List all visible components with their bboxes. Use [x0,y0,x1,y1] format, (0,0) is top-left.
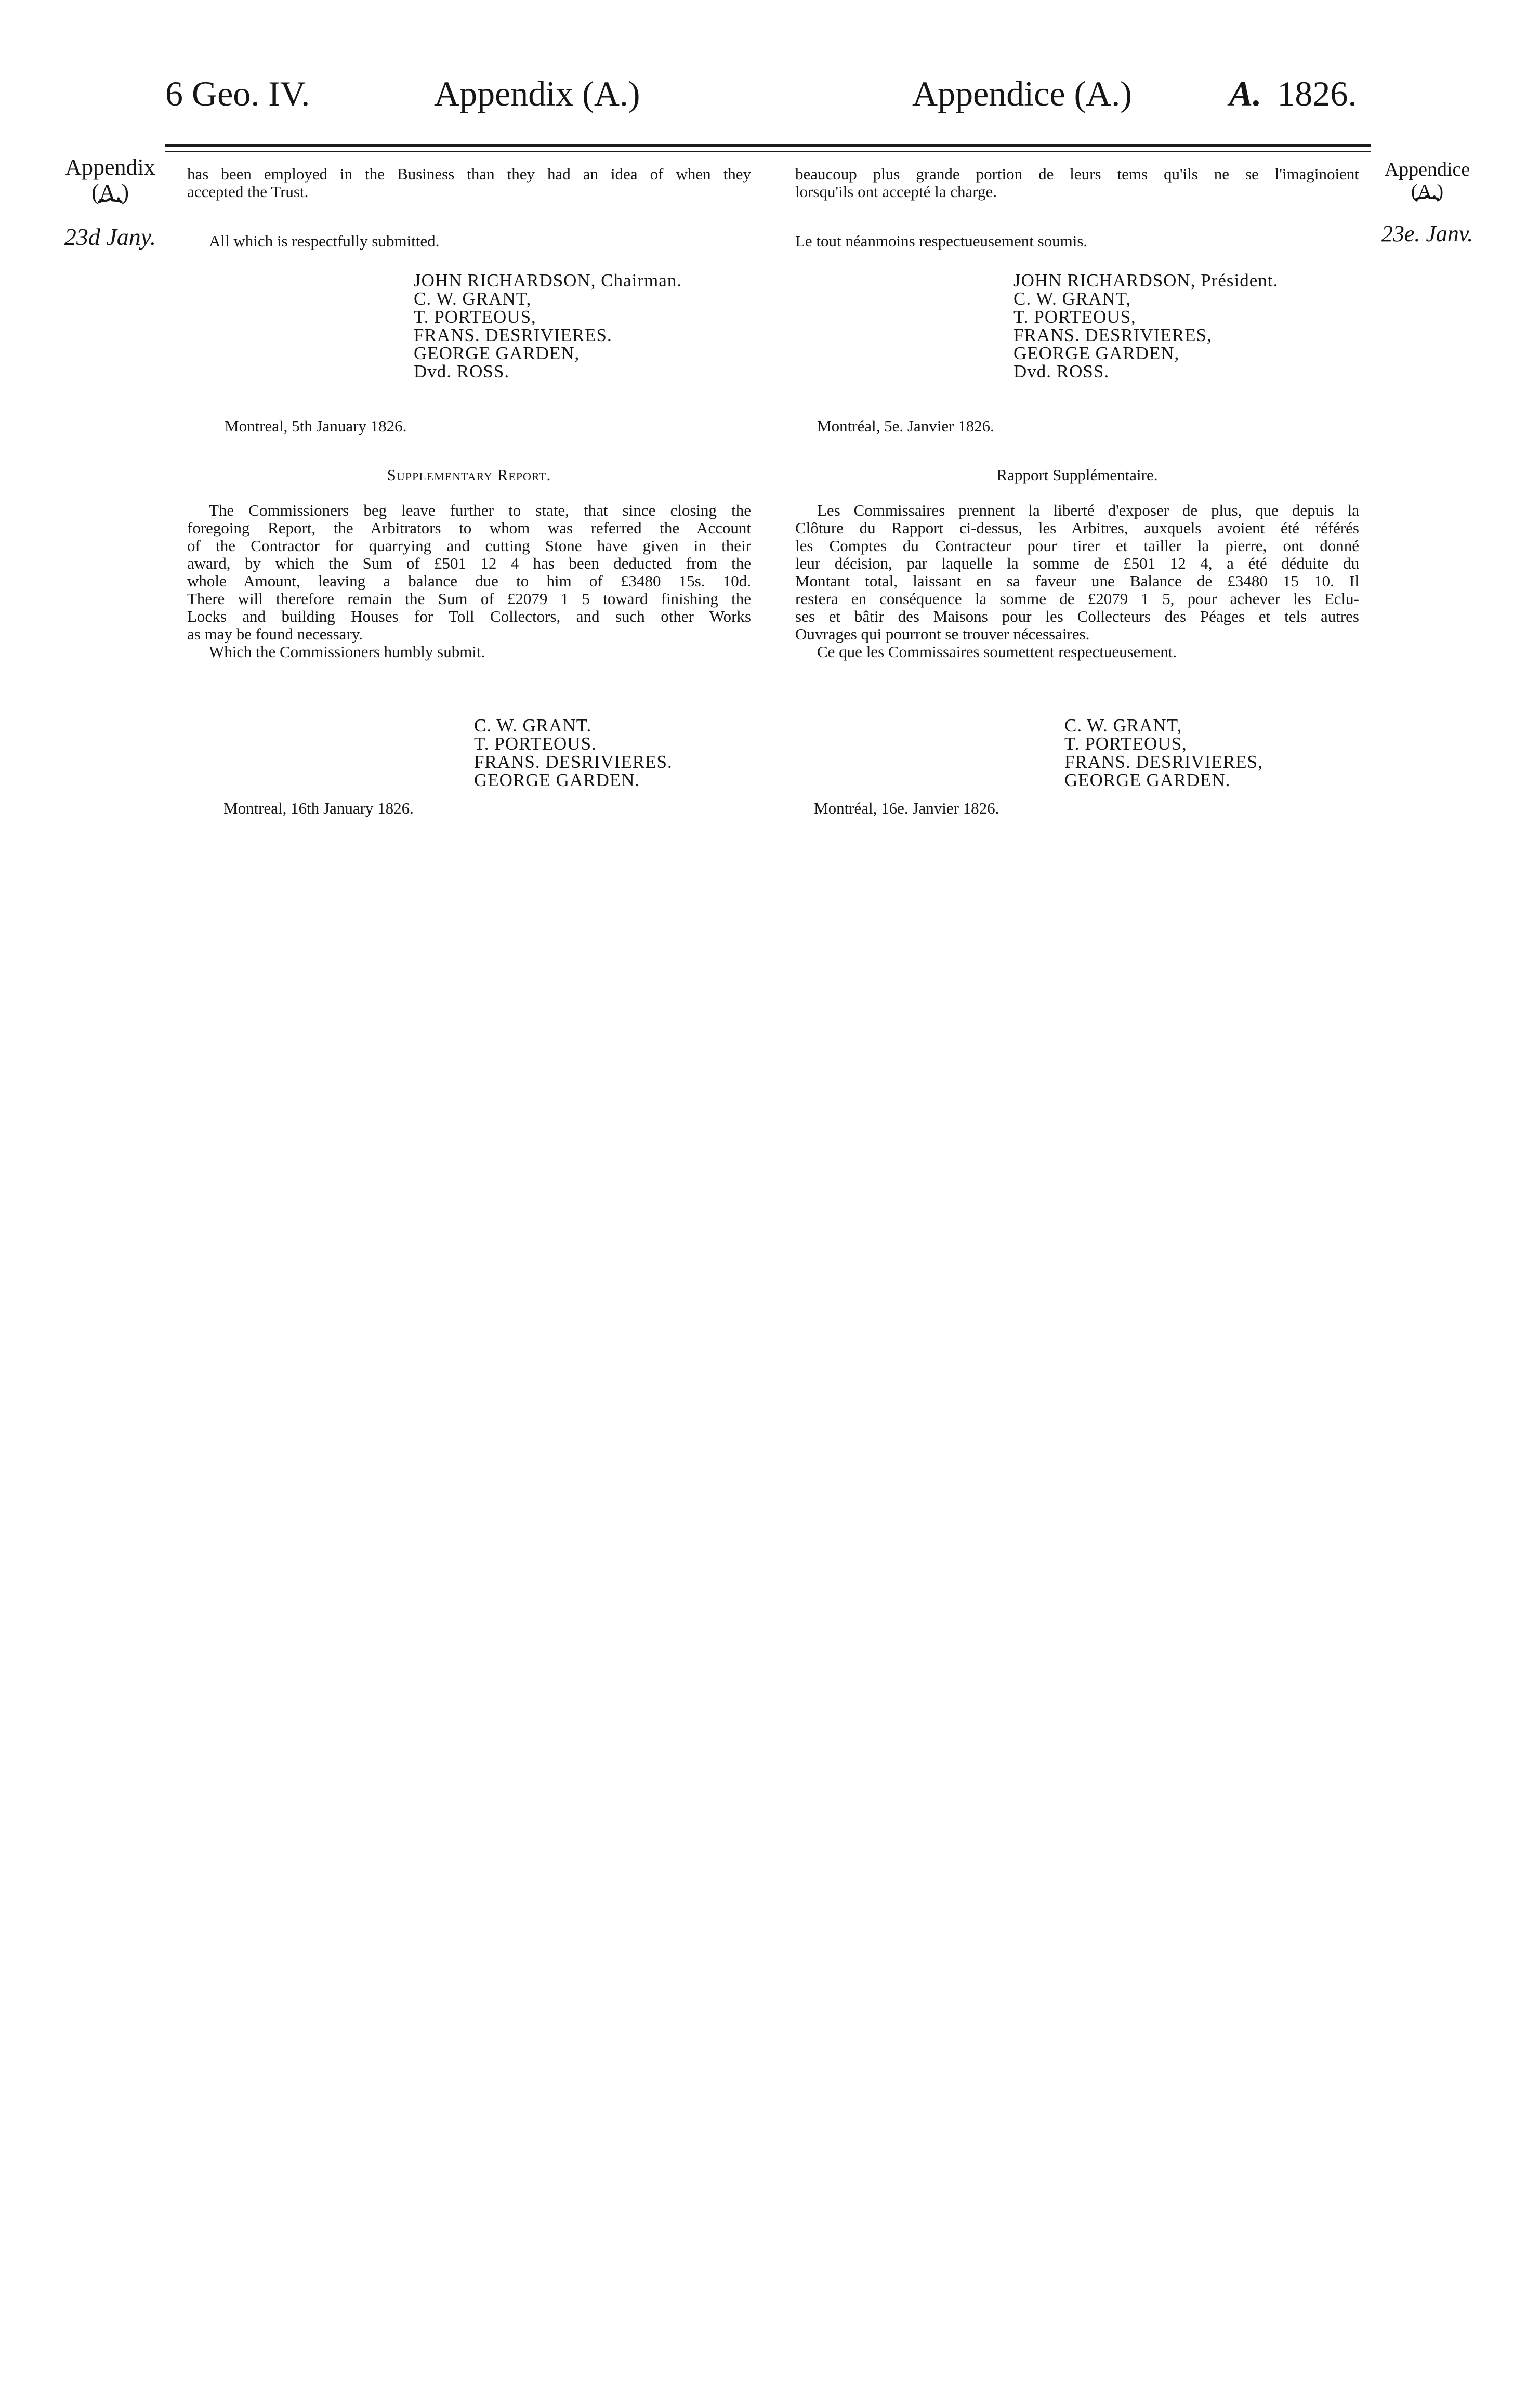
signatory: GEORGE GARDEN, [414,343,580,363]
en-signatories-2 [474,716,786,789]
text-line: There will therefore remain the Sum of £2079 1 5 toward finishing the [187,590,751,608]
text-line: The Commissioners beg leave further to state, that since closing the [209,501,751,519]
signatory: FRANS. DESRIVIERES, [1013,325,1212,345]
signatory: C. W. GRANT. [474,715,592,736]
header-letter: A. [1229,74,1262,113]
signatory: Dvd. ROSS. [414,361,510,382]
brace-icon: ⏞ [97,198,123,226]
text-line: award, by which the Sum of £501 12 4 has been deducted from the [187,554,751,572]
margin-sub: (A.) [1411,180,1444,202]
fr-place-date-1 [817,417,1181,435]
header-year-number: 1826. [1277,74,1357,113]
margin-label: Appendix [65,154,155,180]
margin-sub: (A.) [91,179,129,205]
fr-continuation [795,165,1359,201]
brace-icon: ⏞ [1414,195,1440,224]
text-line: Montant total, laissant en sa faveur une Balance de £3480 15 10. Il [795,572,1359,590]
en-supplementary-report [187,502,751,661]
fr-place-date-2 [814,800,1178,817]
text-line: Which the Commissioners humbly submit. [209,643,485,661]
text-line: All which is respectfully submitted. [209,232,440,250]
en-signatories-1 [414,271,726,381]
text-line: has been employed in the Business than they had an idea of when they [187,165,751,183]
text-line: Clôture du Rapport ci-dessus, les Arbitres, auxquels avoient été référés [795,519,1359,537]
signatory: FRANS. DESRIVIERES. [414,325,612,345]
text-line: accepted the Trust. [187,182,309,201]
text-line: Montréal, 5e. Janvier 1826. [817,417,994,435]
header-rule-thin [165,151,1371,152]
signatory: GEORGE GARDEN. [1064,770,1231,790]
text-line: ses et bâtir des Maisons pour les Collecteurs des Péages et tels autres [795,607,1359,625]
signatory: C. W. GRANT, [1064,715,1182,736]
en-place-date-2 [223,800,587,817]
margin-date: 23d Jany. [64,223,156,250]
text-line: of the Contractor for quarrying and cutting Stone have given in their [187,536,751,555]
signatory: T. PORTEOUS, [414,307,536,327]
margin-note-left [48,155,173,250]
text-line: leur décision, par laquelle la somme de £501 12 4, a été déduite du [795,554,1359,572]
fr-supplementary-heading: Rapport Supplémentaire. [996,466,1158,484]
en-supplementary-heading: Supplementary Report. [387,466,551,484]
signatory: T. PORTEOUS, [1064,734,1187,754]
text-line: Montreal, 5th January 1826. [225,417,407,435]
signatory: FRANS. DESRIVIERES. [474,752,673,772]
text-line: Les Commissaires prennent la liberté d'exposer de plus, que depuis la [817,501,1359,519]
text-line: beaucoup plus grande portion de leurs tems qu'ils ne se l'imaginoient [795,165,1359,183]
fr-signatories-1 [1013,271,1351,381]
signatory: Dvd. ROSS. [1013,361,1110,382]
en-continuation [187,165,751,201]
en-submission [187,232,751,250]
signatory: T. PORTEOUS. [474,734,597,754]
text-line: foregoing Report, the Arbitrators to whom was referred the Account [187,519,751,537]
text-line: Montréal, 16e. Janvier 1826. [814,799,999,817]
text-line: Le tout néanmoins respectueusement soumis. [795,232,1088,250]
signatory: FRANS. DESRIVIERES, [1064,752,1263,772]
signatory: C. W. GRANT, [414,289,532,309]
signatory: C. W. GRANT, [1013,289,1131,309]
header-session: 6 Geo. IV. [165,74,310,113]
text-line: Locks and building Houses for Toll Collectors, and such other Works [187,607,751,625]
text-line: whole Amount, leaving a balance due to him of £3480 15s. 10d. [187,572,751,590]
text-line: Ouvrages qui pourront se trouver nécessaires. [795,625,1090,643]
header-rule-thick [165,144,1371,147]
margin-date: 23e. Janv. [1381,220,1473,246]
text-line: as may be found necessary. [187,625,363,643]
signatory: GEORGE GARDEN, [1013,343,1180,363]
fr-supplementary-report [795,502,1359,661]
header-appendix-fr: Appendice (A.) [912,74,1132,113]
text-line: restera en conséquence la somme de £2079 1 5, pour achever les Eclu- [795,590,1359,608]
text-line: lorsqu'ils ont accepté la charge. [795,182,997,201]
signatory: T. PORTEOUS, [1013,307,1136,327]
header-appendix-en: Appendix (A.) [434,74,640,113]
margin-note-right [1365,159,1490,246]
signatory: JOHN RICHARDSON, Président. [1013,270,1279,291]
margin-label: Appendice [1384,159,1470,180]
text-line: Montreal, 16th January 1826. [223,799,414,817]
fr-signatories-2 [1064,716,1376,789]
en-place-date-1 [225,417,588,435]
text-line: les Comptes du Contracteur pour tirer et tailler la pierre, ont donné [795,536,1359,555]
fr-submission [795,232,1359,250]
signatory: JOHN RICHARDSON, Chairman. [414,270,682,291]
text-line: Ce que les Commissaires soumettent respectueusement. [817,643,1177,661]
signatory: GEORGE GARDEN. [474,770,640,790]
header-year [1229,76,1357,111]
